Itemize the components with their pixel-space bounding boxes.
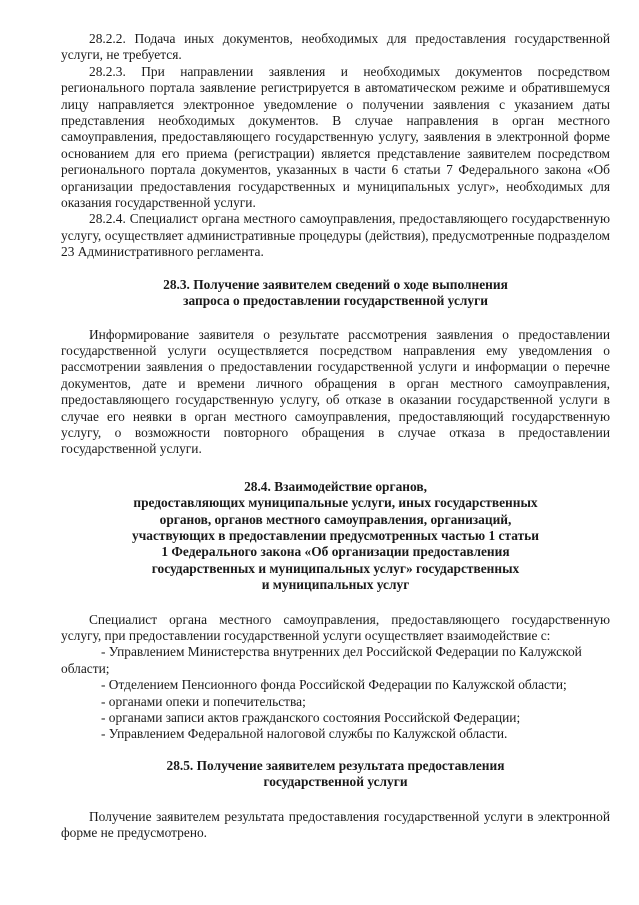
paragraph-28-5: Получение заявителем результата предоставления государственной услуги в электронной форме не предусмотрено. [61, 808, 610, 841]
list-item: - Управлением Министерства внутренних дел Российской Федерации по Калужской области; [61, 644, 582, 676]
section-heading-28-4 [61, 479, 610, 594]
heading-line: участвующих в предоставлении предусмотренных частью 1 статьи [132, 527, 539, 543]
list-item: - Отделением Пенсионного фонда Российской Федерации по Калужской области; [101, 677, 567, 693]
heading-line: 28.5. Получение заявителем результата предоставления [166, 757, 505, 773]
heading-line: запроса о предоставлении государственной услуги [183, 293, 488, 309]
list-item: - Управлением Федеральной налоговой службы по Калужской области. [101, 726, 508, 742]
list-item: - органами записи актов гражданского состояния Российской Федерации; [101, 710, 521, 726]
heading-line: 1 Федерального закона «Об организации предоставления [161, 544, 510, 560]
heading-line: 28.4. Взаимодействие органов, [244, 478, 427, 494]
heading-line: и муниципальных услуг [261, 577, 410, 593]
paragraph-28-4: Специалист органа местного самоуправления, предоставляющего государственную услугу, при предоставлении государственной услуги осуществляет взаимодействие с: [61, 611, 610, 643]
heading-line: 28.3. Получение заявителем сведений о ходе выполнения [163, 276, 508, 292]
section-heading-28-3 [61, 277, 610, 310]
heading-line: органов, органов местного самоуправления, организаций, [159, 511, 512, 527]
paragraph-28-2-4: 28.2.4. Специалист органа местного самоуправления, предоставляющего государственную услугу, осуществляет административные процедуры (действия), предусмотренные подразделом 23 Административного регламента. [61, 211, 610, 260]
section-heading-28-5 [61, 758, 610, 791]
paragraph-28-2-2: 28.2.2. Подача иных документов, необходимых для предоставления государственной услуги, не требуется. [61, 31, 610, 63]
paragraph-28-3: Информирование заявителя о результате рассмотрения заявления о предоставлении государственной услуги осуществляется посредством направления ему уведомления о рассмотрении заявления о предоставлении государственной услуги и информации о перечне документов, дате и времени личного обращения в орган местного самоуправления, предоставляющего государственную услугу, об отказе в оказании государственной услуги в случае его неявки в орган местного самоуправления, предоставляющий государственную услугу, о возможности повторного обращения в случае отказа в предоставлении государственной услуги. [61, 326, 610, 457]
list-item: - органами опеки и попечительства; [101, 693, 306, 709]
heading-line: государственных и муниципальных услуг» государственных [151, 560, 520, 576]
paragraph-28-2-3: 28.2.3. При направлении заявления и необходимых документов посредством регионального портала заявление регистрируется в автоматическом режиме и обратившемуся лицу направляется электронное уведомление о получении заявления с указанием даты представления необходимых документов. В случае направления в орган местного самоуправления, предоставляющего государственную услугу, заявления в электронной форме основанием для его приема (регистрации) является представление заявителем посредством регионального портала документов, указанных в части 6 статьи 7 Федерального закона «Об организации предоставления государственных и муниципальных услуг», необходимых для оказания государственной услуги. [61, 63, 610, 211]
heading-line: государственной услуги [263, 774, 408, 790]
heading-line: предоставляющих муниципальные услуги, иных государственных [133, 495, 538, 511]
